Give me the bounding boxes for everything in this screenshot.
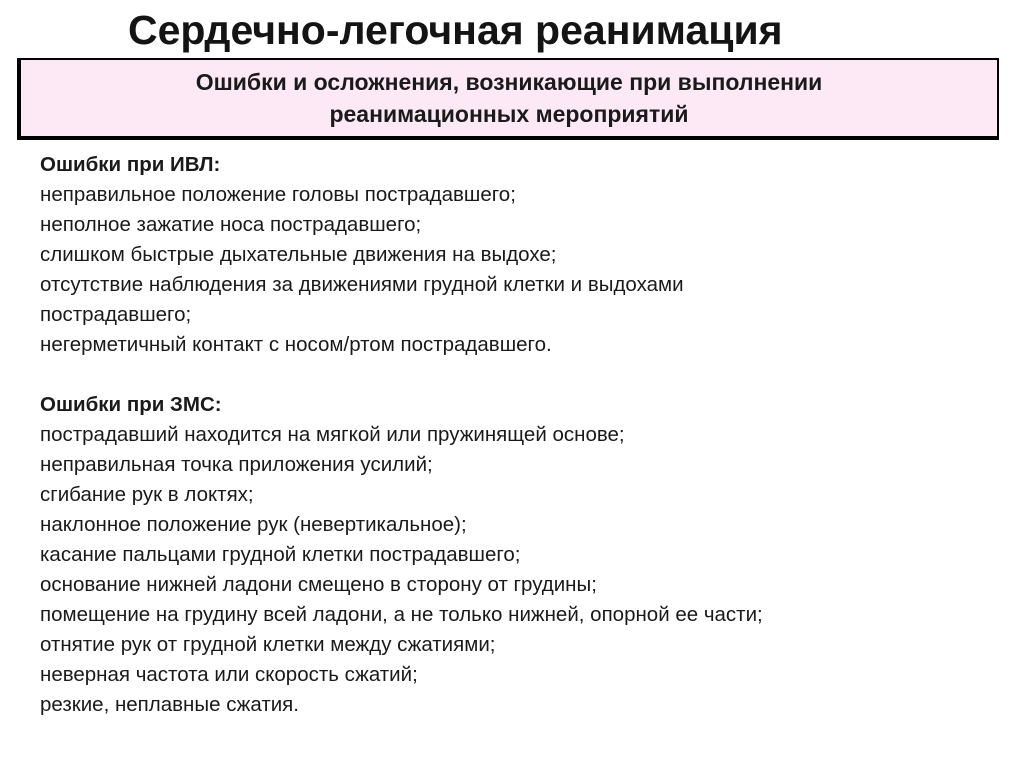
list-item: неправильная точка приложения усилий; [40, 453, 433, 476]
subtitle-line: реанимационных мероприятий [329, 101, 689, 127]
subtitle-box [17, 58, 999, 140]
list-item: негерметичный контакт с носом/ртом пострадавшего. [40, 333, 552, 356]
list-item: слишком быстрые дыхательные движения на выдохе; [40, 243, 557, 266]
list-item: неправильное положение головы пострадавшего; [40, 183, 516, 206]
section-heading-compression: Ошибки при ЗМС: [40, 393, 222, 416]
list-item: сгибание рук в локтях; [40, 483, 254, 506]
list-item: неполное зажатие носа пострадавшего; [40, 213, 422, 236]
list-item: пострадавшего; [40, 303, 192, 326]
list-item: основание нижней ладони смещено в сторону от грудины; [40, 573, 597, 596]
list-item: пострадавший находится на мягкой или пружинящей основе; [40, 423, 625, 446]
list-item: наклонное положение рук (невертикальное); [40, 513, 467, 536]
compression-errors-section [40, 390, 1000, 720]
ventilation-errors-section [40, 150, 1000, 360]
list-item: помещение на грудину всей ладони, а не только нижней, опорной ее части; [40, 603, 763, 626]
list-item: касание пальцами грудной клетки пострадавшего; [40, 543, 521, 566]
content-body [40, 150, 1000, 720]
list-item: неверная частота или скорость сжатий; [40, 663, 418, 686]
section-heading-ventilation: Ошибки при ИВЛ: [40, 153, 221, 176]
list-item: отнятие рук от грудной клетки между сжатиями; [40, 633, 496, 656]
subtitle-line: Ошибки и осложнения, возникающие при выполнении [195, 69, 823, 95]
list-item: резкие, неплавные сжатия. [40, 693, 299, 716]
section-divider [40, 360, 1000, 390]
slide-title: Сердечно-легочная реанимация [128, 7, 783, 53]
list-item: отсутствие наблюдения за движениями грудной клетки и выдохами [40, 273, 684, 296]
